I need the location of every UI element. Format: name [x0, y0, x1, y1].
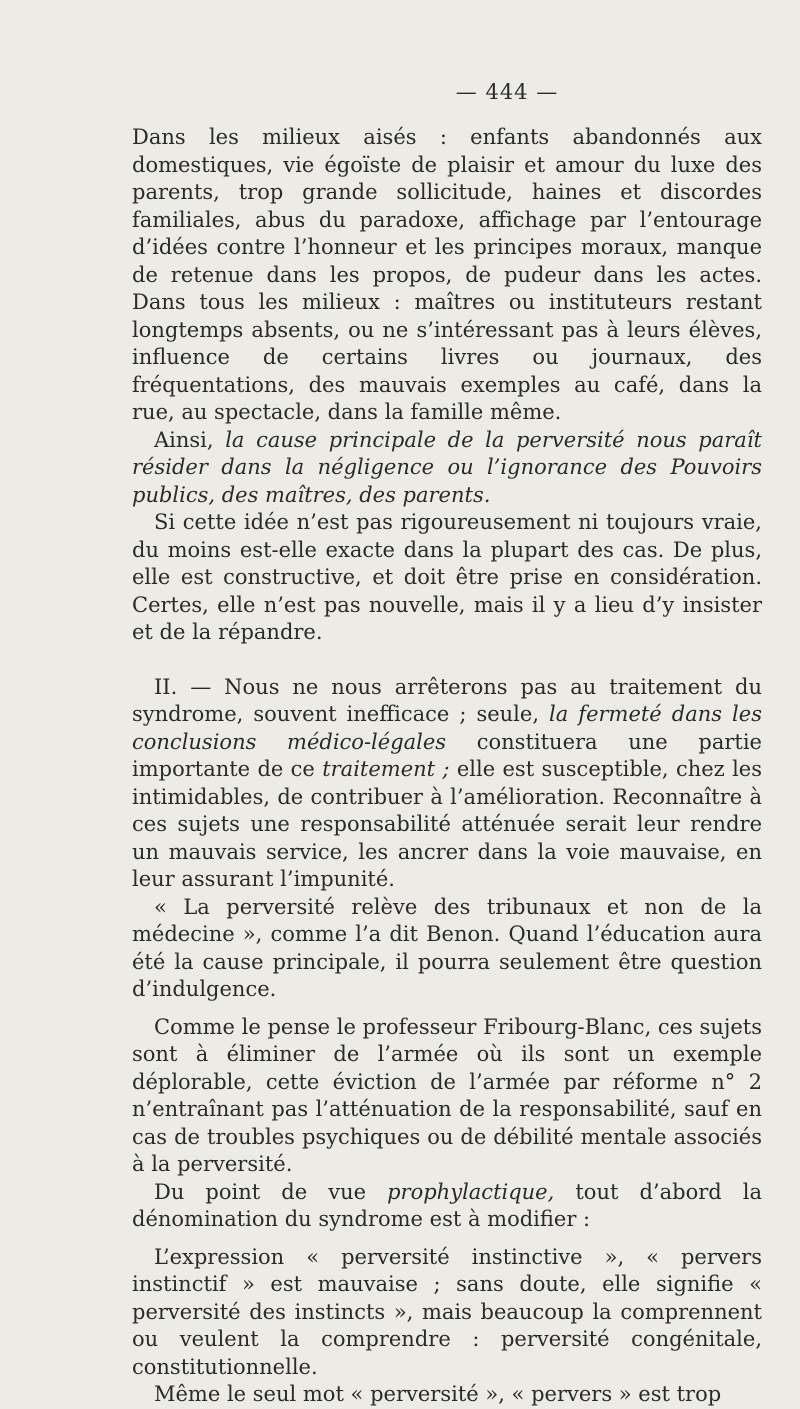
text-run: « La perversité relève des tribunaux et non de la médecine », comme l’a dit Benon. Quand l’éducation aura été la cause principale, il pourra seulement être question d’indulgence. — [132, 894, 762, 1001]
text-run: L’expression « perversité instinctive », « pervers instinctif » est mauvaise ; sans doute, elle signifie « perversité des instincts », mais beaucoup la comprennent ou veulent la comprendre : perversité congénitale, constitutionnelle. — [132, 1244, 762, 1379]
page-number: — 444 — — [455, 80, 559, 104]
text-run: constituera une partie importante de ce — [132, 729, 762, 781]
paragraph — [132, 894, 762, 1004]
text-run: Si cette idée n’est pas rigoureusement ni toujours vraie, du moins est-elle exacte dans la plupart des cas. De plus, elle est constructive, et doit être prise en considération. Certes, elle n’est pas nouvelle, mais il y a lieu d’y insister et de la répandre. — [132, 510, 762, 644]
italic-text: prophylactique, — [387, 1179, 555, 1204]
italic-text: traitement ; — [322, 757, 450, 781]
text-run: Même le seul mot « perversité », « pervers » est trop — [154, 1382, 722, 1406]
paragraph — [132, 509, 762, 647]
paragraph — [132, 1244, 762, 1382]
text-run: Du point de vue — [154, 1179, 388, 1204]
text-run: elle est susceptible, chez les intimidables, de contribuer à l’amélioration. Reconnaître à ces sujets une responsabilité atténuée serait leur rendre un mauvais service, les ancrer dans la voie mauvaise, en leur assurant l’impunité. — [132, 757, 762, 891]
paragraph — [132, 124, 762, 427]
italic-text: la cause principale de la perversité nous paraît résider dans la négligence ou l’ignorance des Pouvoirs publics, des maîtres, des parents. — [132, 427, 762, 507]
paragraph — [132, 427, 762, 510]
text-run: Dans les milieux aisés : enfants abandonnés aux domestiques, vie égoïste de plaisir et amour du luxe des parents, trop grande sollicitude, haines et discordes familiales, abus du paradoxe, affichage par l’entourage d’idées contre l’honneur et les principes moraux, manque de retenue dans les propos, de pudeur dans les actes. Dans tous les milieux : maîtres ou instituteurs restant longtemps absents, ou ne s’intéressant pas à leurs élèves, influence de certains livres ou journaux, des fréquentations, des mauvais exemples au café, dans la rue, au spectacle, dans la famille même. — [132, 125, 762, 424]
italic-text: la fermeté dans les conclusions médico-légales — [132, 702, 762, 754]
text-run: Ainsi, — [154, 427, 226, 452]
text-run: tout d’abord la dénomination du syndrome est à modifier : — [132, 1179, 762, 1231]
paragraph — [132, 1014, 762, 1179]
paragraph — [132, 1179, 762, 1234]
text-run: Comme le pense le professeur Fribourg-Blanc, ces sujets sont à éliminer de l’armée où ils sont un exemple déplorable, cette éviction de l’armée par réforme n° 2 n’entraînant pas l’atténuation de la responsabilité, sauf en cas de troubles psychiques ou de débilité mentale associés à la perversité. — [132, 1014, 763, 1176]
body-text — [132, 124, 762, 1409]
paragraph — [132, 1381, 762, 1409]
paragraph — [132, 674, 762, 894]
text-run: II. — Nous ne nous arrêterons pas au traitement du syndrome, souvent inefficace ; seule, — [132, 674, 762, 726]
